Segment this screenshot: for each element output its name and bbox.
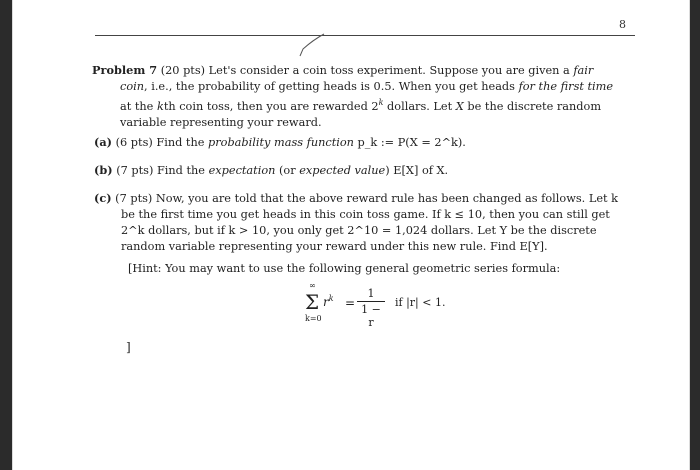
sum-lower-limit: k=0 [305, 314, 322, 323]
problem-text-1: Let's consider a coin toss experiment. Suppose you are given a [208, 64, 574, 77]
problem-text-2: , i.e., the probability of getting heads is 0.5. When you get heads [144, 80, 519, 93]
problem-text-5: dollars. Let [383, 99, 456, 113]
part-b-label: (b) [94, 163, 113, 177]
part-c [94, 190, 622, 255]
part-c-label: (c) [94, 191, 112, 205]
problem-points: (20 pts) [160, 64, 206, 77]
sigma-symbol: Σ [305, 290, 320, 314]
problem-text-4: th coin toss, then you are rewarded 2 [163, 99, 379, 113]
fair-coin-term: fair coin [120, 64, 594, 93]
exp-k: k [378, 98, 384, 107]
problem-label: Problem 7 [92, 63, 158, 77]
fraction [357, 287, 385, 329]
part-a-label: (a) [94, 135, 113, 149]
condition: if |r| < 1. [395, 296, 446, 309]
fraction-bar [357, 301, 385, 302]
r-base: r [323, 295, 329, 309]
hint-text: [Hint: You may want to use the following general geometric series formula: [128, 262, 561, 275]
denominator: 1 − r [361, 303, 381, 329]
page-number: 8 [619, 18, 626, 31]
part-b-text-3: ) E[X] of X. [385, 164, 449, 177]
sum-upper-limit: ∞ [309, 281, 316, 290]
part-a-formula: p_k := P(X = 2^k). [353, 136, 466, 149]
expected-value-term: expected value [299, 164, 386, 177]
part-b-text-2: (or [275, 164, 300, 177]
part-b-text: (7 pts) Find the [116, 164, 209, 177]
problem-text-6: be the discrete random variable representing your reward. [120, 99, 602, 129]
part-a [94, 134, 622, 151]
geometric-series-formula [305, 281, 465, 334]
numerator: 1 [367, 287, 375, 300]
closing-bracket: ] [126, 340, 131, 354]
sum-term [323, 294, 334, 309]
part-b [94, 162, 622, 179]
var-X: X [455, 99, 464, 113]
pmf-term: probability mass function [208, 136, 354, 149]
var-k: k [156, 99, 164, 113]
part-a-text: (6 pts) Find the [115, 136, 209, 149]
problem-text-3: at the [120, 99, 157, 113]
equals-sign: = [345, 296, 356, 310]
problem-statement [92, 62, 622, 131]
first-time-term: for the first time [518, 80, 614, 93]
expectation-term: expectation [208, 164, 276, 177]
part-c-text: (7 pts) Now, you are told that the above reward rule has been changed as follows. Let k be the first time you get heads in this coin toss game. If k ≤ 10, then you can still get 2^k dollars, but if k > 10, you only get 2^10 = 1,024 dollars. Let Y be the discrete random variable representing your reward under this new rule. Find E[Y]. [115, 192, 619, 253]
r-exponent: k [328, 294, 334, 303]
